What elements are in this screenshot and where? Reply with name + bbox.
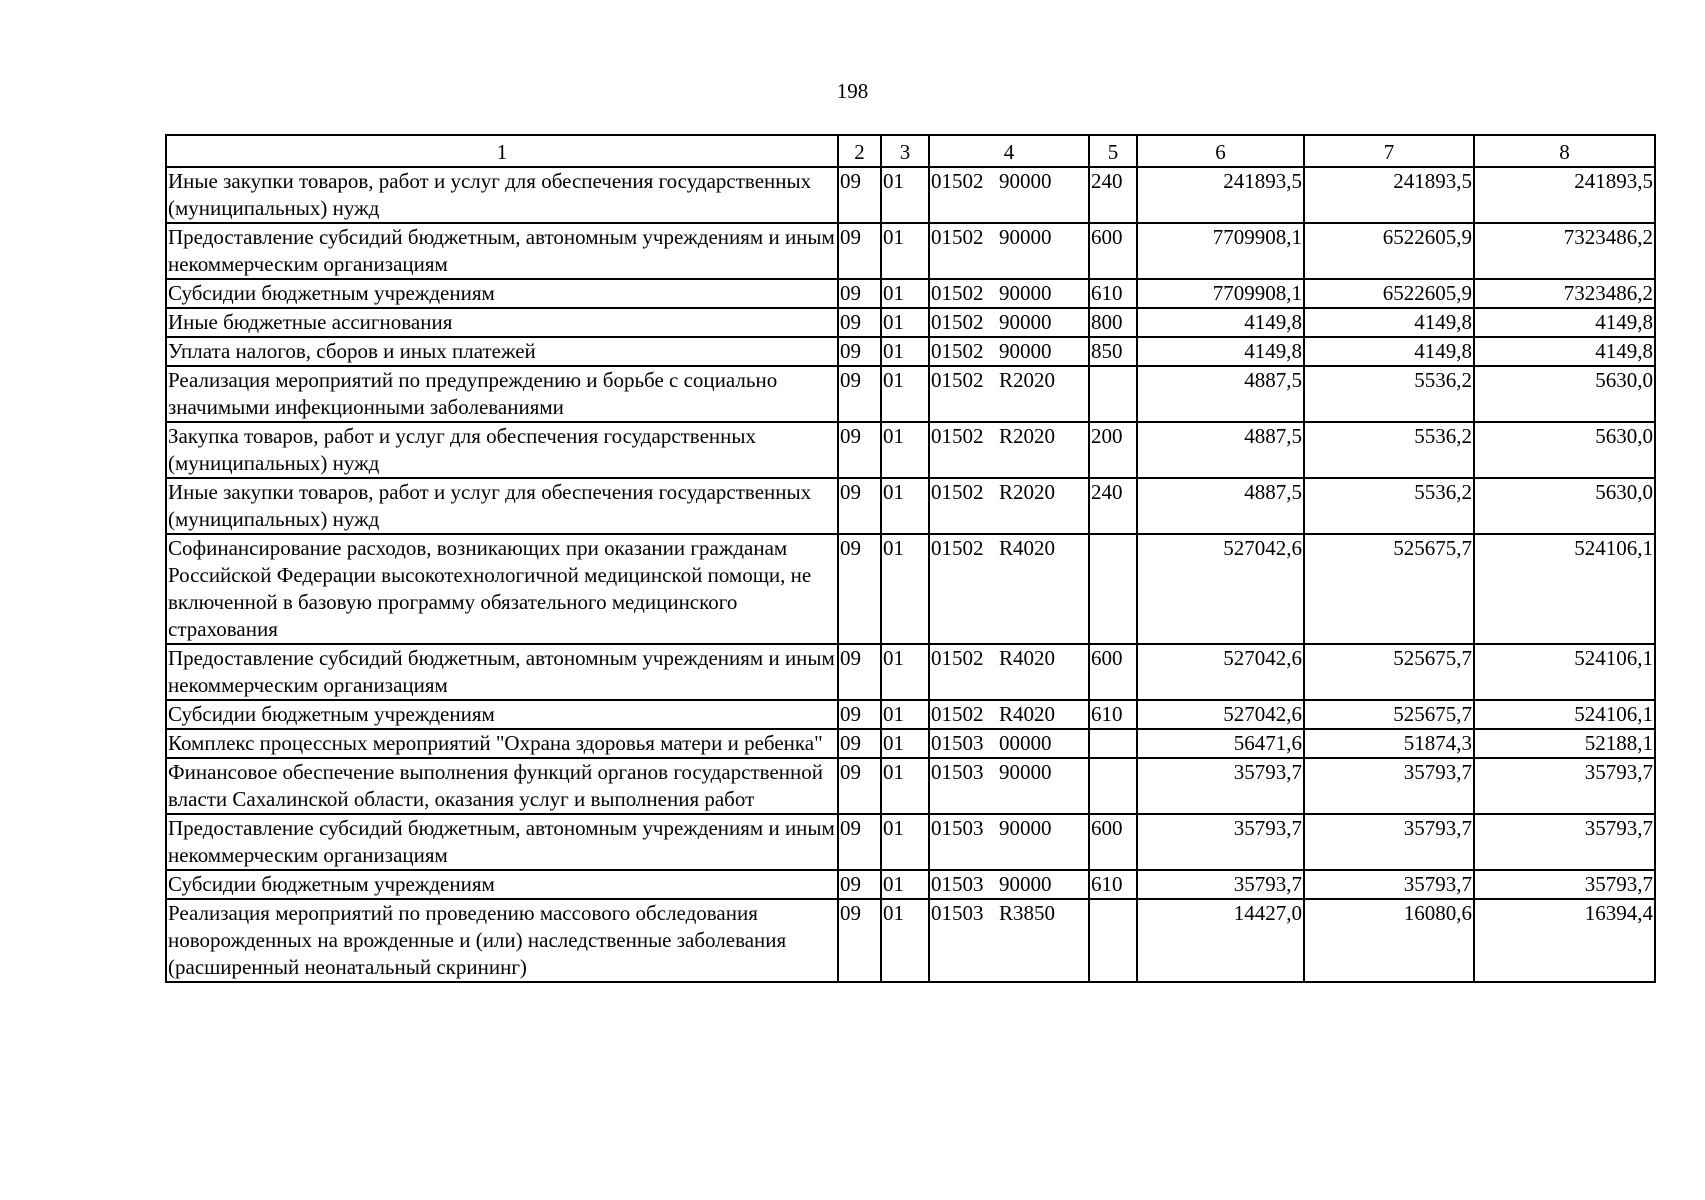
page-number: 198 bbox=[836, 79, 869, 103]
amount-col-8: 5630,0 bbox=[1474, 422, 1655, 478]
target-article-direction: 90000 bbox=[999, 169, 1052, 193]
target-article-program: 01502 bbox=[931, 424, 984, 448]
amount-col-8: 7323486,2 bbox=[1474, 279, 1655, 308]
table-row bbox=[166, 422, 1655, 478]
expense-name: Финансовое обеспечение выполнения функций органов государственной власти Сахалинской области, оказания услуг и выполнения работ bbox=[166, 758, 838, 814]
table-row bbox=[166, 308, 1655, 337]
target-article-code bbox=[929, 814, 1089, 870]
target-article-program: 01502 bbox=[931, 480, 984, 504]
expense-type-code bbox=[1089, 366, 1137, 422]
amount-col-7: 5536,2 bbox=[1304, 422, 1474, 478]
target-article-direction: 90000 bbox=[999, 339, 1052, 363]
target-article-direction: 90000 bbox=[999, 310, 1052, 334]
expense-name: Субсидии бюджетным учреждениям bbox=[166, 870, 838, 899]
expense-type-code: 610 bbox=[1089, 700, 1137, 729]
amount-col-6: 4149,8 bbox=[1137, 337, 1304, 366]
ministry-code: 09 bbox=[838, 308, 881, 337]
table-row bbox=[166, 478, 1655, 534]
section-code: 01 bbox=[881, 366, 929, 422]
expense-type-code: 600 bbox=[1089, 644, 1137, 700]
amount-col-7: 6522605,9 bbox=[1304, 279, 1474, 308]
amount-col-8: 16394,4 bbox=[1474, 899, 1655, 982]
amount-col-6: 35793,7 bbox=[1137, 814, 1304, 870]
section-code: 01 bbox=[881, 337, 929, 366]
expense-name: Предоставление субсидий бюджетным, автономным учреждениям и иным некоммерческим организациям bbox=[166, 814, 838, 870]
table-row bbox=[166, 899, 1655, 982]
target-article-code bbox=[929, 167, 1089, 223]
amount-col-7: 35793,7 bbox=[1304, 870, 1474, 899]
amount-col-7: 5536,2 bbox=[1304, 366, 1474, 422]
amount-col-7: 5536,2 bbox=[1304, 478, 1474, 534]
expense-name: Иные бюджетные ассигнования bbox=[166, 308, 838, 337]
expense-name: Реализация мероприятий по проведению массового обследования новорожденных на врожденные и (или) наследственные заболевания (расширенный неонатальный скрининг) bbox=[166, 899, 838, 982]
amount-col-6: 4887,5 bbox=[1137, 478, 1304, 534]
expense-type-code: 850 bbox=[1089, 337, 1137, 366]
column-header-4: 4 bbox=[929, 135, 1089, 167]
table-row bbox=[166, 366, 1655, 422]
amount-col-7: 51874,3 bbox=[1304, 729, 1474, 758]
column-header-8: 8 bbox=[1474, 135, 1655, 167]
target-article-code bbox=[929, 758, 1089, 814]
column-header-6: 6 bbox=[1137, 135, 1304, 167]
target-article-code bbox=[929, 700, 1089, 729]
target-article-program: 01502 bbox=[931, 646, 984, 670]
target-article-direction: R2020 bbox=[999, 424, 1056, 448]
table-row bbox=[166, 337, 1655, 366]
amount-col-6: 4149,8 bbox=[1137, 308, 1304, 337]
table-row bbox=[166, 279, 1655, 308]
ministry-code: 09 bbox=[838, 644, 881, 700]
amount-col-8: 5630,0 bbox=[1474, 478, 1655, 534]
ministry-code: 09 bbox=[838, 899, 881, 982]
ministry-code: 09 bbox=[838, 223, 881, 279]
table-row bbox=[166, 644, 1655, 700]
target-article-code bbox=[929, 279, 1089, 308]
section-code: 01 bbox=[881, 644, 929, 700]
expense-type-code bbox=[1089, 534, 1137, 644]
section-code: 01 bbox=[881, 308, 929, 337]
amount-col-8: 524106,1 bbox=[1474, 644, 1655, 700]
budget-table bbox=[165, 134, 1656, 983]
section-code: 01 bbox=[881, 422, 929, 478]
expense-name: Комплекс процессных мероприятий "Охрана здоровья матери и ребенка" bbox=[166, 729, 838, 758]
header-row bbox=[166, 135, 1655, 167]
target-article-program: 01502 bbox=[931, 310, 984, 334]
target-article-program: 01502 bbox=[931, 169, 984, 193]
target-article-program: 01502 bbox=[931, 225, 984, 249]
column-header-5: 5 bbox=[1089, 135, 1137, 167]
amount-col-7: 525675,7 bbox=[1304, 534, 1474, 644]
expense-type-code: 800 bbox=[1089, 308, 1137, 337]
expense-type-code bbox=[1089, 899, 1137, 982]
expense-type-code: 200 bbox=[1089, 422, 1137, 478]
table-row bbox=[166, 223, 1655, 279]
section-code: 01 bbox=[881, 899, 929, 982]
table-row bbox=[166, 167, 1655, 223]
expense-name: Уплата налогов, сборов и иных платежей bbox=[166, 337, 838, 366]
amount-col-8: 4149,8 bbox=[1474, 337, 1655, 366]
target-article-program: 01502 bbox=[931, 281, 984, 305]
section-code: 01 bbox=[881, 870, 929, 899]
target-article-program: 01502 bbox=[931, 702, 984, 726]
expense-type-code: 600 bbox=[1089, 223, 1137, 279]
target-article-code bbox=[929, 534, 1089, 644]
expense-name: Закупка товаров, работ и услуг для обеспечения государственных (муниципальных) нужд bbox=[166, 422, 838, 478]
expense-type-code: 600 bbox=[1089, 814, 1137, 870]
table-row bbox=[166, 814, 1655, 870]
amount-col-7: 35793,7 bbox=[1304, 758, 1474, 814]
ministry-code: 09 bbox=[838, 534, 881, 644]
target-article-code bbox=[929, 422, 1089, 478]
target-article-program: 01503 bbox=[931, 872, 984, 896]
expense-type-code bbox=[1089, 758, 1137, 814]
target-article-code bbox=[929, 366, 1089, 422]
expense-type-code: 240 bbox=[1089, 167, 1137, 223]
table-row bbox=[166, 729, 1655, 758]
amount-col-7: 4149,8 bbox=[1304, 337, 1474, 366]
target-article-program: 01503 bbox=[931, 901, 984, 925]
ministry-code: 09 bbox=[838, 279, 881, 308]
target-article-code bbox=[929, 308, 1089, 337]
expense-type-code: 240 bbox=[1089, 478, 1137, 534]
amount-col-7: 525675,7 bbox=[1304, 700, 1474, 729]
table-row bbox=[166, 700, 1655, 729]
table-row bbox=[166, 758, 1655, 814]
target-article-code bbox=[929, 899, 1089, 982]
amount-col-6: 241893,5 bbox=[1137, 167, 1304, 223]
ministry-code: 09 bbox=[838, 478, 881, 534]
amount-col-6: 527042,6 bbox=[1137, 644, 1304, 700]
target-article-direction: R4020 bbox=[999, 646, 1056, 670]
expense-name: Реализация мероприятий по предупреждению и борьбе с социально значимыми инфекционными заболеваниями bbox=[166, 366, 838, 422]
amount-col-8: 35793,7 bbox=[1474, 758, 1655, 814]
amount-col-8: 5630,0 bbox=[1474, 366, 1655, 422]
amount-col-8: 4149,8 bbox=[1474, 308, 1655, 337]
amount-col-6: 4887,5 bbox=[1137, 366, 1304, 422]
target-article-code bbox=[929, 337, 1089, 366]
target-article-program: 01503 bbox=[931, 816, 984, 840]
section-code: 01 bbox=[881, 758, 929, 814]
target-article-direction: 90000 bbox=[999, 281, 1052, 305]
expense-type-code: 610 bbox=[1089, 870, 1137, 899]
amount-col-8: 52188,1 bbox=[1474, 729, 1655, 758]
column-header-7: 7 bbox=[1304, 135, 1474, 167]
target-article-direction: R2020 bbox=[999, 480, 1056, 504]
target-article-direction: R4020 bbox=[999, 536, 1056, 560]
target-article-code bbox=[929, 870, 1089, 899]
target-article-direction: R3850 bbox=[999, 901, 1056, 925]
section-code: 01 bbox=[881, 167, 929, 223]
column-header-1: 1 bbox=[166, 135, 838, 167]
target-article-direction: 00000 bbox=[999, 731, 1052, 755]
target-article-code bbox=[929, 478, 1089, 534]
ministry-code: 09 bbox=[838, 337, 881, 366]
amount-col-7: 241893,5 bbox=[1304, 167, 1474, 223]
ministry-code: 09 bbox=[838, 758, 881, 814]
amount-col-6: 7709908,1 bbox=[1137, 223, 1304, 279]
ministry-code: 09 bbox=[838, 729, 881, 758]
ministry-code: 09 bbox=[838, 422, 881, 478]
ministry-code: 09 bbox=[838, 366, 881, 422]
ministry-code: 09 bbox=[838, 167, 881, 223]
expense-name: Иные закупки товаров, работ и услуг для обеспечения государственных (муниципальных) нужд bbox=[166, 478, 838, 534]
amount-col-7: 4149,8 bbox=[1304, 308, 1474, 337]
expense-name: Предоставление субсидий бюджетным, автономным учреждениям и иным некоммерческим организациям bbox=[166, 223, 838, 279]
amount-col-8: 241893,5 bbox=[1474, 167, 1655, 223]
section-code: 01 bbox=[881, 814, 929, 870]
amount-col-6: 14427,0 bbox=[1137, 899, 1304, 982]
amount-col-6: 527042,6 bbox=[1137, 534, 1304, 644]
section-code: 01 bbox=[881, 279, 929, 308]
section-code: 01 bbox=[881, 223, 929, 279]
expense-name: Софинансирование расходов, возникающих при оказании гражданам Российской Федерации высокотехнологичной медицинской помощи, не включенной в базовую программу обязательного медицинского страхования bbox=[166, 534, 838, 644]
section-code: 01 bbox=[881, 700, 929, 729]
target-article-program: 01502 bbox=[931, 368, 984, 392]
amount-col-7: 6522605,9 bbox=[1304, 223, 1474, 279]
ministry-code: 09 bbox=[838, 870, 881, 899]
amount-col-6: 35793,7 bbox=[1137, 758, 1304, 814]
amount-col-8: 7323486,2 bbox=[1474, 223, 1655, 279]
section-code: 01 bbox=[881, 729, 929, 758]
expense-type-code bbox=[1089, 729, 1137, 758]
expense-name: Субсидии бюджетным учреждениям bbox=[166, 700, 838, 729]
expense-name: Субсидии бюджетным учреждениям bbox=[166, 279, 838, 308]
table-row bbox=[166, 870, 1655, 899]
target-article-direction: 90000 bbox=[999, 225, 1052, 249]
target-article-program: 01502 bbox=[931, 536, 984, 560]
target-article-program: 01503 bbox=[931, 760, 984, 784]
target-article-direction: R2020 bbox=[999, 368, 1056, 392]
ministry-code: 09 bbox=[838, 700, 881, 729]
target-article-direction: R4020 bbox=[999, 702, 1056, 726]
section-code: 01 bbox=[881, 478, 929, 534]
amount-col-6: 527042,6 bbox=[1137, 700, 1304, 729]
expense-name: Предоставление субсидий бюджетным, автономным учреждениям и иным некоммерческим организациям bbox=[166, 644, 838, 700]
target-article-program: 01502 bbox=[931, 339, 984, 363]
target-article-code bbox=[929, 644, 1089, 700]
amount-col-8: 35793,7 bbox=[1474, 870, 1655, 899]
amount-col-6: 35793,7 bbox=[1137, 870, 1304, 899]
column-header-2: 2 bbox=[838, 135, 881, 167]
expense-name: Иные закупки товаров, работ и услуг для обеспечения государственных (муниципальных) нужд bbox=[166, 167, 838, 223]
amount-col-8: 524106,1 bbox=[1474, 700, 1655, 729]
target-article-code bbox=[929, 223, 1089, 279]
amount-col-6: 4887,5 bbox=[1137, 422, 1304, 478]
amount-col-6: 56471,6 bbox=[1137, 729, 1304, 758]
ministry-code: 09 bbox=[838, 814, 881, 870]
table-row bbox=[166, 534, 1655, 644]
column-header-3: 3 bbox=[881, 135, 929, 167]
amount-col-6: 7709908,1 bbox=[1137, 279, 1304, 308]
amount-col-7: 525675,7 bbox=[1304, 644, 1474, 700]
target-article-direction: 90000 bbox=[999, 816, 1052, 840]
target-article-direction: 90000 bbox=[999, 760, 1052, 784]
amount-col-7: 35793,7 bbox=[1304, 814, 1474, 870]
target-article-code bbox=[929, 729, 1089, 758]
amount-col-8: 524106,1 bbox=[1474, 534, 1655, 644]
amount-col-8: 35793,7 bbox=[1474, 814, 1655, 870]
target-article-direction: 90000 bbox=[999, 872, 1052, 896]
amount-col-7: 16080,6 bbox=[1304, 899, 1474, 982]
expense-type-code: 610 bbox=[1089, 279, 1137, 308]
section-code: 01 bbox=[881, 534, 929, 644]
target-article-program: 01503 bbox=[931, 731, 984, 755]
